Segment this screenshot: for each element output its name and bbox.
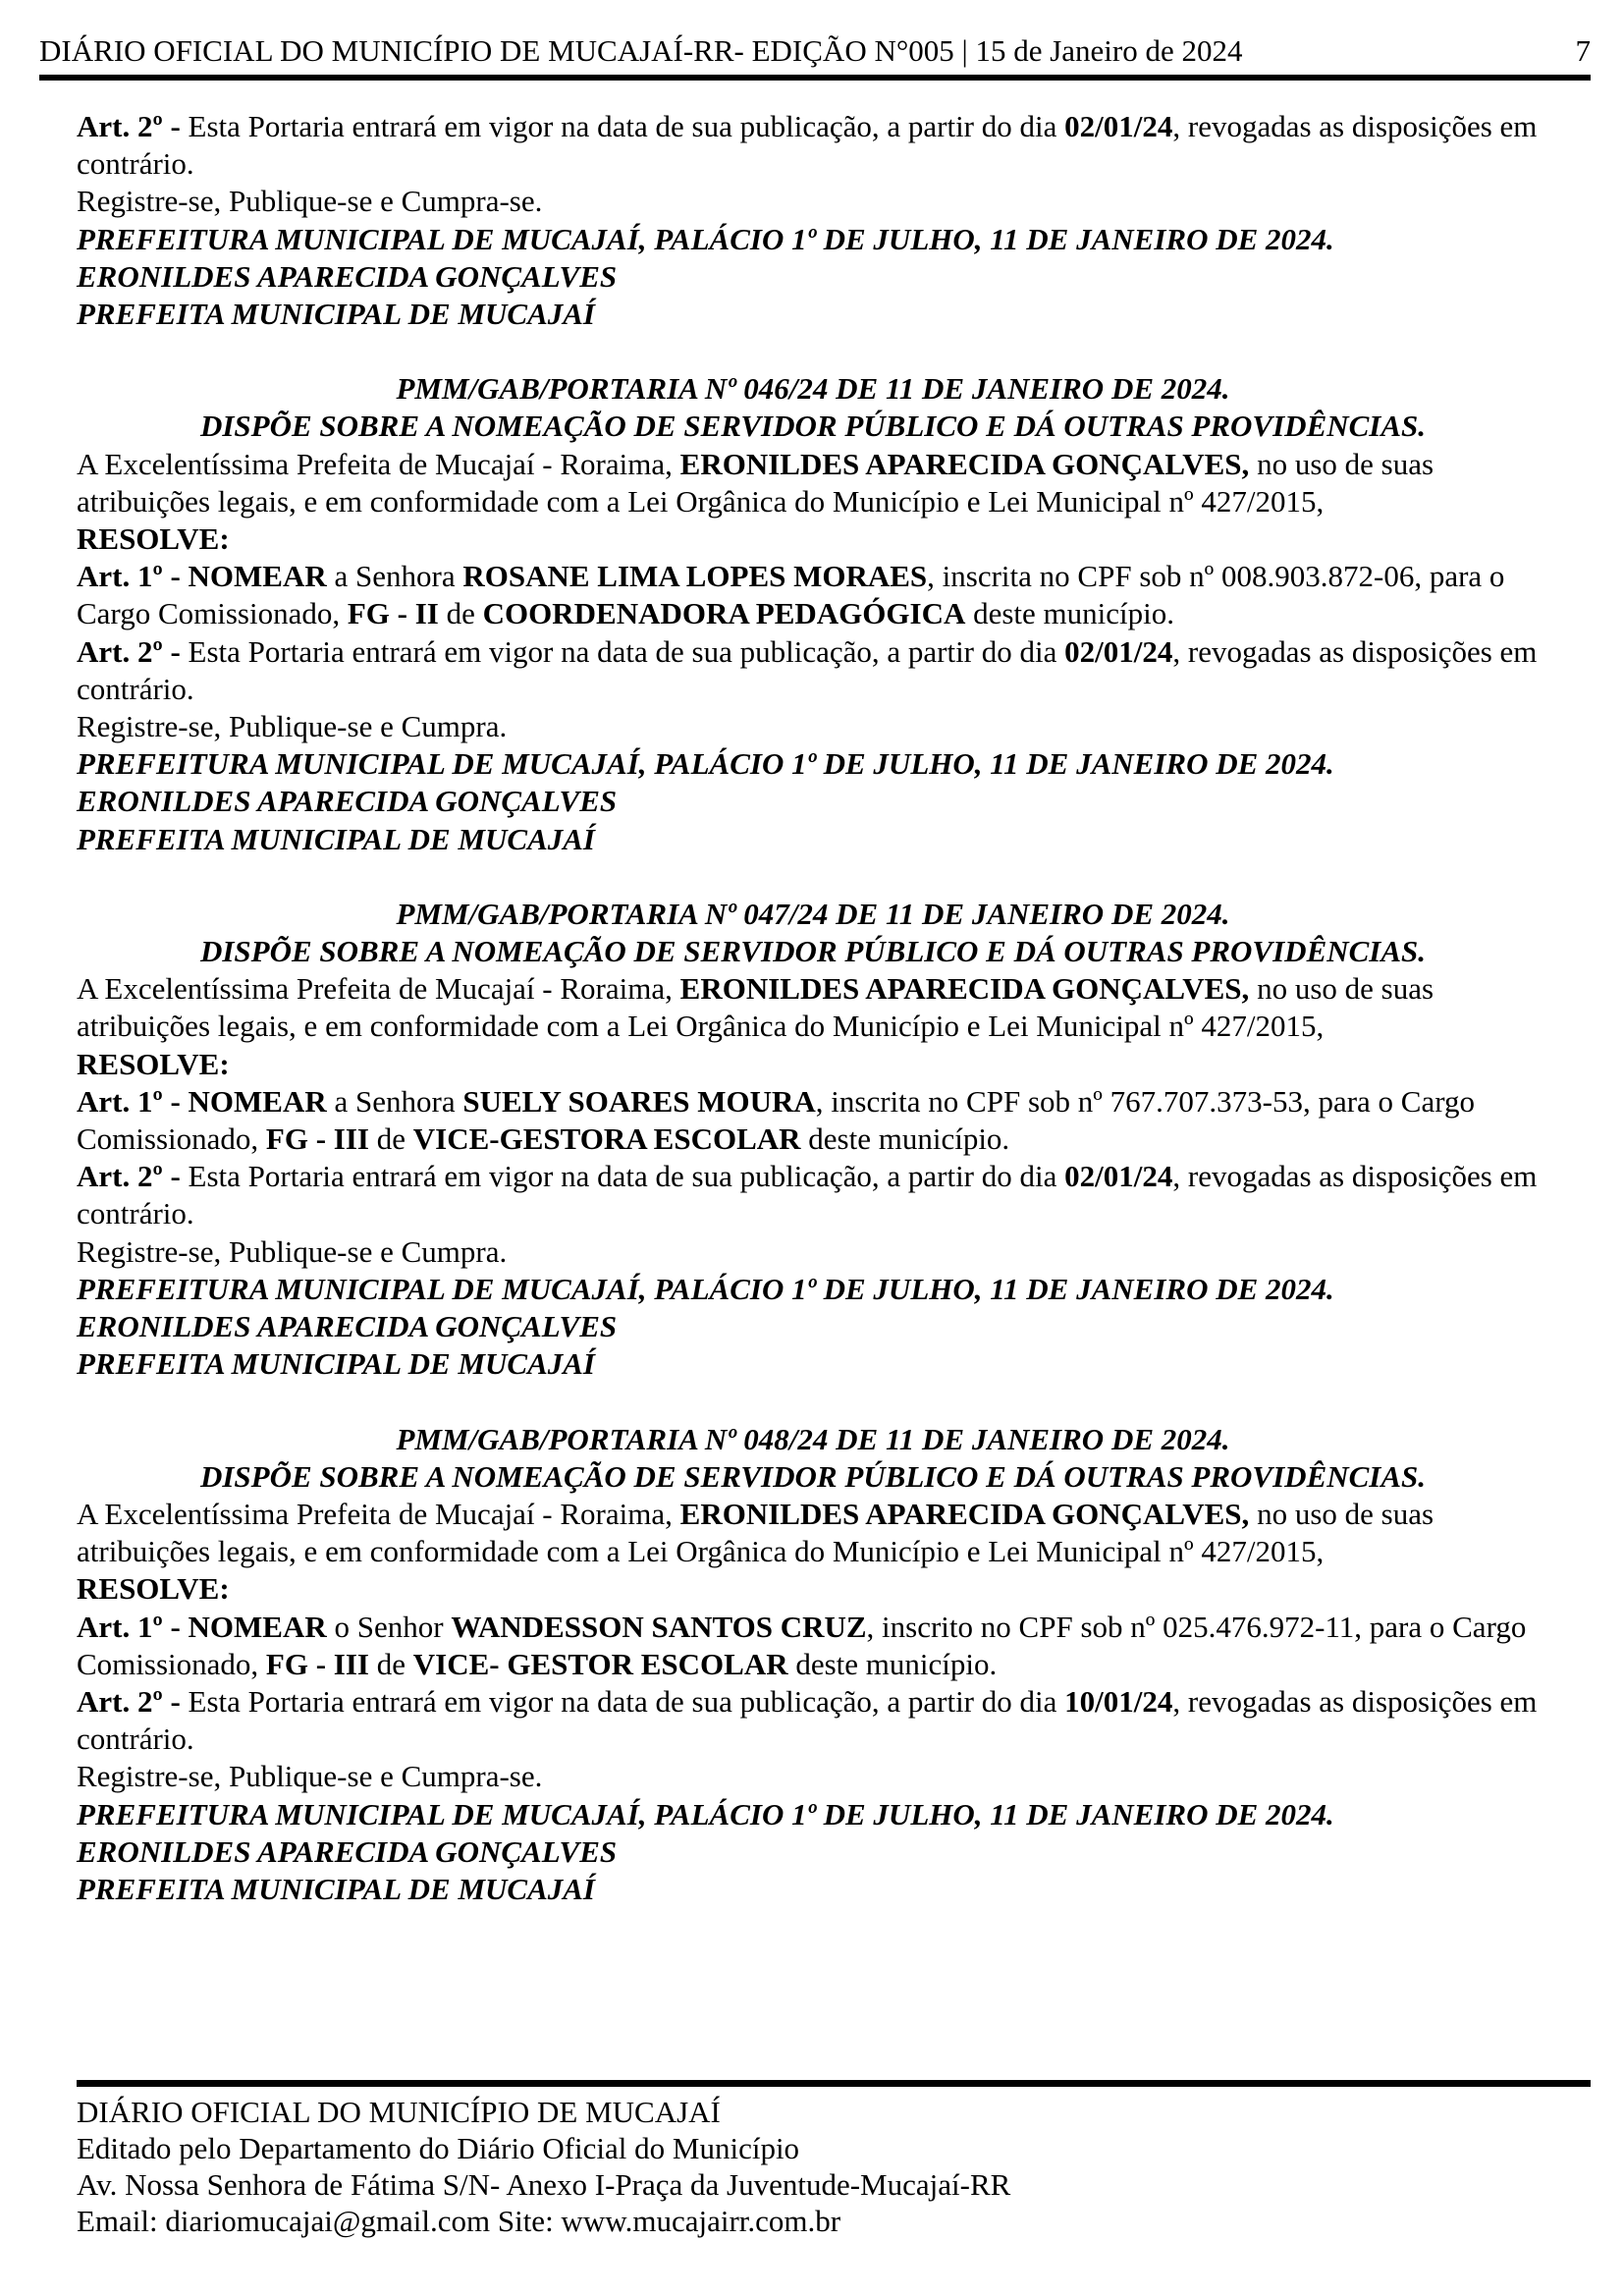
portaria-intro: A Excelentíssima Prefeita de Mucajaí - Roraima, ERONILDES APARECIDA GONÇALVES, no uso de suas atribuições legais, e em conformidade com a Lei Orgânica do Município e Lei Municipal nº 427/2015,	[77, 971, 1434, 1044]
effective-date: 02/01/24	[1064, 633, 1173, 669]
register-line: Registre-se, Publique-se e Cumpra.	[77, 1233, 508, 1269]
appointed-role: VICE- GESTOR ESCOLAR	[412, 1646, 788, 1681]
footer-editor: Editado pelo Departamento do Diário Oficial do Município	[77, 2131, 800, 2165]
portaria-intro: A Excelentíssima Prefeita de Mucajaí - Roraima, ERONILDES APARECIDA GONÇALVES, no uso de suas atribuições legais, e em conformidade com a Lei Orgânica do Município e Lei Municipal nº 427/2015,	[77, 446, 1434, 519]
page-footer	[77, 2094, 1591, 2239]
portaria-046	[77, 370, 1549, 858]
portaria-title: PMM/GAB/PORTARIA Nº 048/24 DE 11 DE JANEIRO DE 2024.	[396, 1421, 1230, 1456]
page-header	[39, 31, 1591, 71]
signature-name: ERONILDES APARECIDA GONÇALVES	[77, 784, 618, 819]
section-gap	[77, 1384, 1549, 1421]
signature-place: PREFEITURA MUNICIPAL DE MUCAJAÍ, PALÁCIO 1º DE JULHO, 11 DE JANEIRO DE 2024.	[77, 1796, 1334, 1831]
footer-contact: Email: diariomucajai@gmail.com Site: www.mucajairr.com.br	[77, 2204, 841, 2238]
effective-date: 10/01/24	[1064, 1683, 1173, 1719]
article-2: Art. 2º - Esta Portaria entrará em vigor na data de sua publicação, a partir do dia 10/01/24, revogadas as disposições em contrário.	[77, 1683, 1538, 1757]
header-title: DIÁRIO OFICIAL DO MUNICÍPIO DE MUCAJAÍ-RR- EDIÇÃO N°005 | 15 de Janeiro de 2024	[39, 33, 1243, 68]
resolve-heading: RESOLVE:	[77, 1046, 230, 1081]
signature-name: ERONILDES APARECIDA GONÇALVES	[77, 1833, 618, 1869]
mayor-name: ERONILDES APARECIDA GONÇALVES,	[679, 446, 1250, 481]
page-number: 7	[1575, 33, 1591, 68]
signature-role: PREFEITA MUNICIPAL DE MUCAJAÍ	[77, 1871, 595, 1906]
portaria-048	[77, 1421, 1549, 1909]
signature-name: ERONILDES APARECIDA GONÇALVES	[77, 1309, 618, 1344]
resolve-heading: RESOLVE:	[77, 521, 230, 557]
portaria-subject: DISPÕE SOBRE A NOMEAÇÃO DE SERVIDOR PÚBLICO E DÁ OUTRAS PROVIDÊNCIAS.	[199, 934, 1427, 969]
mayor-name: ERONILDES APARECIDA GONÇALVES,	[679, 971, 1250, 1007]
article-2: Art. 2º - Esta Portaria entrará em vigor na data de sua publicação, a partir do dia 02/01/24, revogadas as disposições em contrário.	[77, 1159, 1538, 1231]
appointee-name: ROSANE LIMA LOPES MORAES	[462, 559, 928, 594]
mayor-name: ERONILDES APARECIDA GONÇALVES,	[679, 1496, 1250, 1531]
signature-place: PREFEITURA MUNICIPAL DE MUCAJAÍ, PALÁCIO 1º DE JULHO, 11 DE JANEIRO DE 2024.	[77, 1271, 1334, 1306]
appointee-name: WANDESSON SANTOS CRUZ	[451, 1609, 867, 1644]
signature-place: PREFEITURA MUNICIPAL DE MUCAJAÍ, PALÁCIO 1º DE JULHO, 11 DE JANEIRO DE 2024.	[77, 221, 1334, 256]
register-line: Registre-se, Publique-se e Cumpra-se.	[77, 1759, 543, 1794]
section-gap	[77, 333, 1549, 370]
signature-name: ERONILDES APARECIDA GONÇALVES	[77, 258, 618, 294]
register-line: Registre-se, Publique-se e Cumpra.	[77, 709, 508, 744]
portaria-title: PMM/GAB/PORTARIA Nº 046/24 DE 11 DE JANEIRO DE 2024.	[396, 371, 1230, 407]
article-2: Art. 2º - Esta Portaria entrará em vigor na data de sua publicação, a partir do dia 02/01/24, revogadas as disposições em contrário.	[77, 109, 1538, 182]
header-rule	[39, 75, 1591, 81]
effective-date: 02/01/24	[1064, 1159, 1173, 1194]
portaria-subject: DISPÕE SOBRE A NOMEAÇÃO DE SERVIDOR PÚBLICO E DÁ OUTRAS PROVIDÊNCIAS.	[199, 1458, 1427, 1494]
portaria-intro: A Excelentíssima Prefeita de Mucajaí - Roraima, ERONILDES APARECIDA GONÇALVES, no uso de suas atribuições legais, e em conformidade com a Lei Orgânica do Município e Lei Municipal nº 427/2015,	[77, 1496, 1434, 1569]
article-label: Art. 2º -	[77, 109, 181, 143]
effective-date: 02/01/24	[1064, 109, 1173, 143]
article-2: Art. 2º - Esta Portaria entrará em vigor na data de sua publicação, a partir do dia 02/01/24, revogadas as disposições em contrário.	[77, 633, 1538, 706]
footer-rule	[77, 2080, 1591, 2087]
portaria-title: PMM/GAB/PORTARIA Nº 047/24 DE 11 DE JANEIRO DE 2024.	[396, 896, 1230, 931]
signature-role: PREFEITA MUNICIPAL DE MUCAJAÍ	[77, 297, 595, 332]
appointed-role: COORDENADORA PEDAGÓGICA	[482, 596, 966, 631]
register-line: Registre-se, Publique-se e Cumpra-se.	[77, 184, 543, 219]
appointed-role: VICE-GESTORA ESCOLAR	[412, 1121, 801, 1157]
section-gap	[77, 858, 1549, 896]
appointee-name: SUELY SOARES MOURA	[462, 1083, 816, 1119]
signature-role: PREFEITA MUNICIPAL DE MUCAJAÍ	[77, 1346, 595, 1382]
document-body	[77, 108, 1549, 1908]
article-1: Art. 1º - NOMEAR o Senhor WANDESSON SANTOS CRUZ, inscrito no CPF sob nº 025.476.972-11, para o Cargo Comissionado, FG - III de VICE- GESTOR ESCOLAR deste município.	[77, 1609, 1527, 1681]
article-1: Art. 1º - NOMEAR a Senhora SUELY SOARES MOURA, inscrita no CPF sob nº 767.707.373-53, para o Cargo Comissionado, FG - III de VICE-GESTORA ESCOLAR deste município.	[77, 1083, 1475, 1157]
portaria-subject: DISPÕE SOBRE A NOMEAÇÃO DE SERVIDOR PÚBLICO E DÁ OUTRAS PROVIDÊNCIAS.	[199, 409, 1427, 444]
resolve-heading: RESOLVE:	[77, 1571, 230, 1607]
portaria-047	[77, 896, 1549, 1384]
footer-title: DIÁRIO OFICIAL DO MUNICÍPIO DE MUCAJAÍ	[77, 2095, 721, 2129]
signature-role: PREFEITA MUNICIPAL DE MUCAJAÍ	[77, 821, 595, 856]
footer-address: Av. Nossa Senhora de Fátima S/N- Anexo I-Praça da Juventude-Mucajaí-RR	[77, 2167, 1011, 2202]
continuation-section	[77, 108, 1549, 333]
article-1: Art. 1º - NOMEAR a Senhora ROSANE LIMA LOPES MORAES, inscrita no CPF sob nº 008.903.872-06, para o Cargo Comissionado, FG - II de COORDENADORA PEDAGÓGICA deste município.	[77, 559, 1505, 631]
signature-place: PREFEITURA MUNICIPAL DE MUCAJAÍ, PALÁCIO 1º DE JULHO, 11 DE JANEIRO DE 2024.	[77, 746, 1334, 782]
